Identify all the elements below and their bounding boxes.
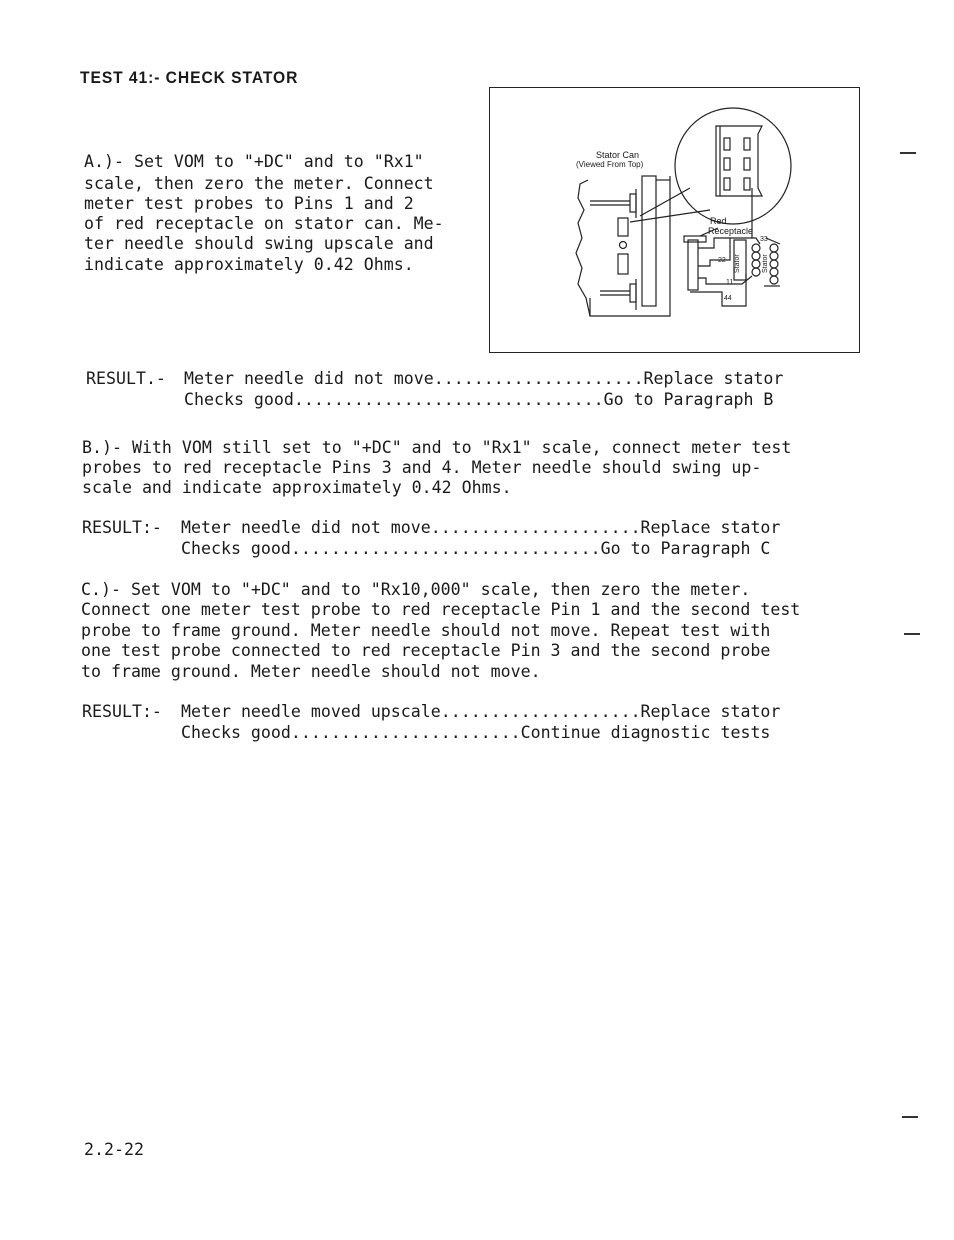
result-line: Meter needle moved upscale....................Replace stator <box>181 702 781 721</box>
paragraph-c-line: to frame ground. Meter needle should not move. <box>81 662 541 681</box>
paragraph-c-line: Connect one meter test probe to red receptacle Pin 1 and the second test <box>81 600 801 619</box>
stator-label: Stator <box>762 254 769 273</box>
paragraph-b-line: B.)- With VOM still set to "+DC" and to "Rx1" scale, connect meter test <box>82 438 792 457</box>
stator-diagram-drawing <box>490 88 861 354</box>
paragraph-a-line: meter test probes to Pins 1 and 2 <box>84 194 414 213</box>
wire-label: 33 <box>760 236 768 243</box>
viewed-from-top-label: (Viewed From Top) <box>576 160 644 169</box>
paragraph-a-line: A.)- Set VOM to "+DC" and to "Rx1" <box>84 152 424 171</box>
paragraph-c-line: one test probe connected to red receptacle Pin 3 and the second probe <box>81 641 771 660</box>
margin-mark <box>900 152 916 154</box>
margin-mark <box>904 633 920 635</box>
paragraph-c-line: probe to frame ground. Meter needle should not move. Repeat test with <box>81 621 771 640</box>
red-label: Red <box>710 216 727 226</box>
paragraph-b-line: scale and indicate approximately 0.42 Ohms. <box>82 478 512 497</box>
wire-label: 44 <box>724 295 732 302</box>
paragraph-a-line: scale, then zero the meter. Connect <box>84 174 434 193</box>
paragraph-a-line: ter needle should swing upscale and <box>84 234 434 253</box>
stator-can-label: Stator Can <box>596 150 640 160</box>
page-number: 2.2-22 <box>84 1140 144 1159</box>
paragraph-c-line: C.)- Set VOM to "+DC" and to "Rx10,000" scale, then zero the meter. <box>81 580 751 599</box>
result-line: Checks good...............................Go to Paragraph C <box>181 539 771 558</box>
page-title: TEST 41:- CHECK STATOR <box>80 68 299 87</box>
stator-label: Stator <box>734 254 741 273</box>
receptacle-label: Receptacle <box>708 226 754 236</box>
paragraph-b-line: probes to red receptacle Pins 3 and 4. Meter needle should swing up- <box>82 458 762 477</box>
wire-label: 22 <box>718 257 726 264</box>
result-line: Checks good...............................Go to Paragraph B <box>184 390 774 409</box>
result-label: RESULT:- <box>82 702 162 721</box>
result-label: RESULT.- <box>86 369 166 388</box>
paragraph-a-line: indicate approximately 0.42 Ohms. <box>84 255 414 274</box>
paragraph-a-line: of red receptacle on stator can. Me- <box>84 214 444 233</box>
wire-label: 11 <box>726 279 734 286</box>
stator-diagram <box>489 87 860 353</box>
result-line: Checks good.......................Continue diagnostic tests <box>181 723 771 742</box>
margin-mark <box>902 1116 918 1118</box>
result-label: RESULT:- <box>82 518 162 537</box>
result-line: Meter needle did not move.....................Replace stator <box>184 369 784 388</box>
result-line: Meter needle did not move.....................Replace stator <box>181 518 781 537</box>
